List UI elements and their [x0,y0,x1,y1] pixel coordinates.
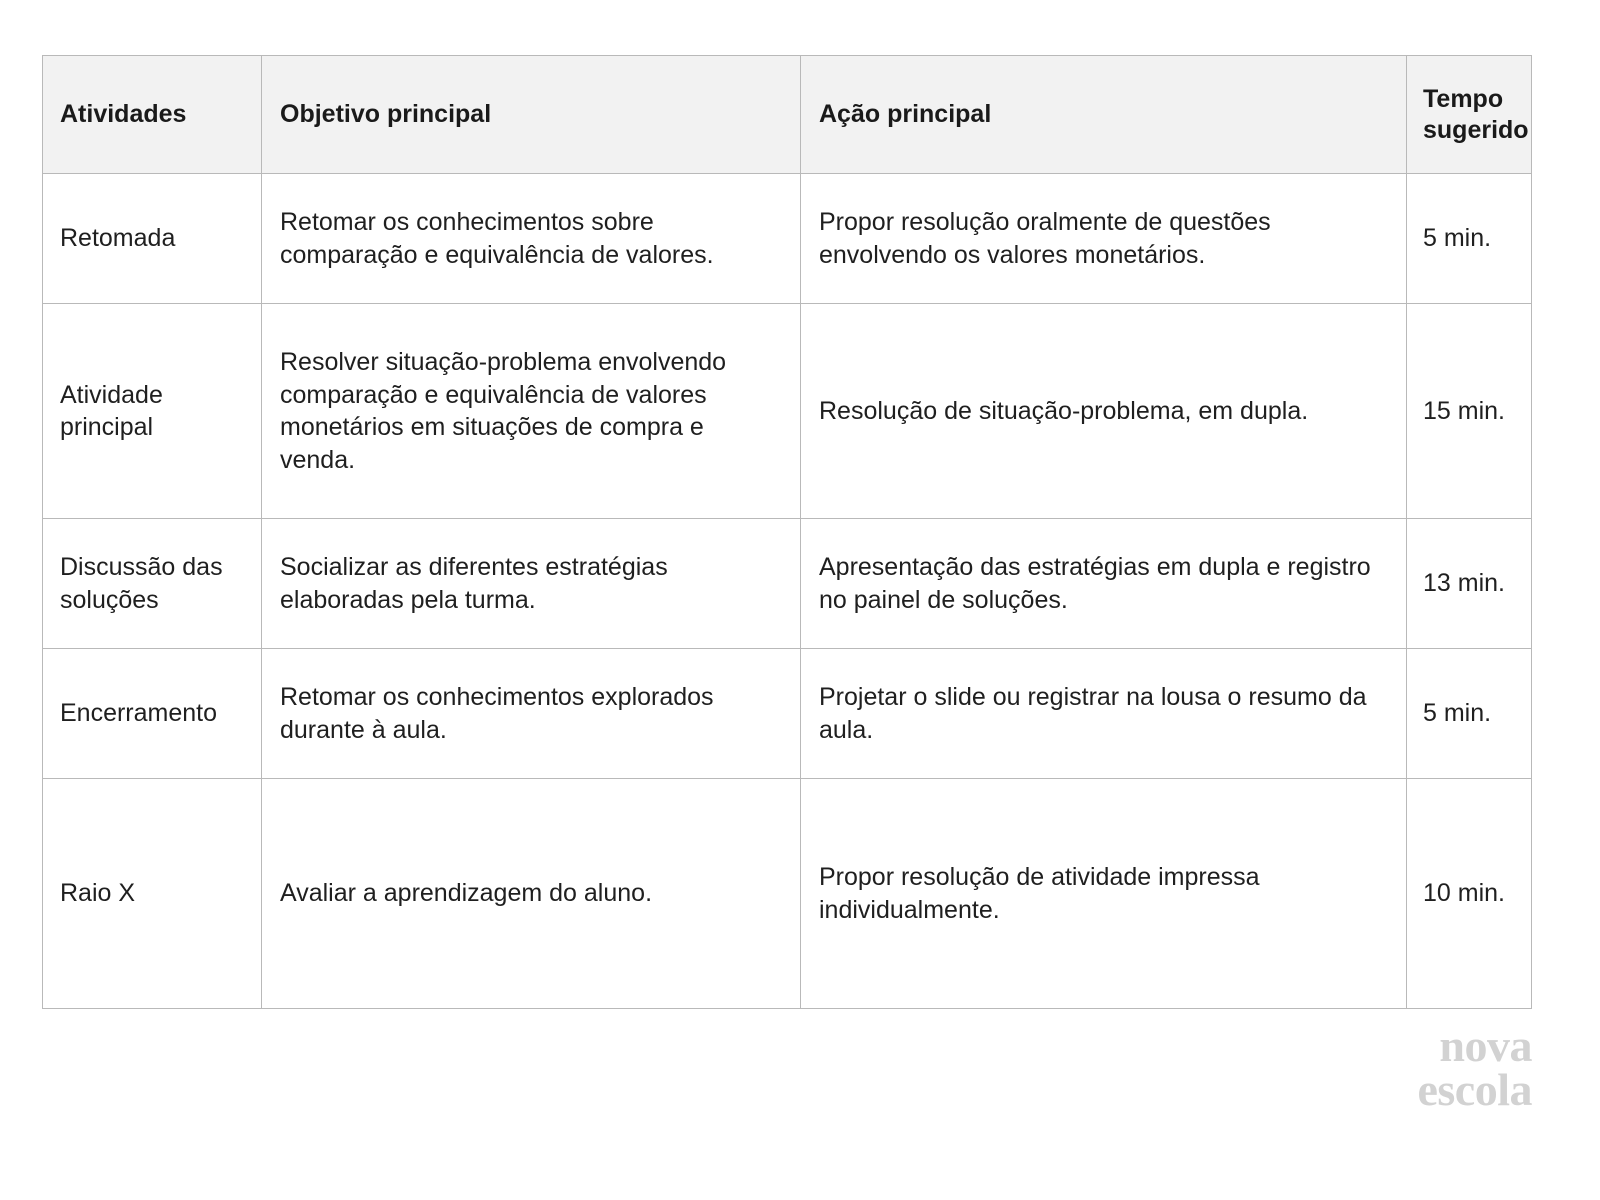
column-header-objetivo-principal: Objetivo principal [262,56,801,174]
cell-tempo: 15 min. [1407,304,1532,519]
cell-objetivo: Retomar os conhecimentos sobre comparação e equivalência de valores. [262,174,801,304]
cell-acao: Projetar o slide ou registrar na lousa o resumo da aula. [801,649,1407,779]
column-header-tempo-sugerido: Tempo sugerido [1407,56,1532,174]
cell-tempo: 5 min. [1407,174,1532,304]
table-row [43,779,1532,1009]
cell-objetivo: Resolver situação-problema envolvendo comparação e equivalência de valores monetários em situações de compra e venda. [262,304,801,519]
table-row [43,519,1532,649]
nova-escola-logo [1417,1019,1532,1115]
cell-atividade: Raio X [43,779,262,1009]
logo-line-nova: nova [1439,1019,1532,1071]
table-header-row [43,56,1532,174]
cell-atividade: Atividade principal [43,304,262,519]
table-row [43,649,1532,779]
cell-atividade: Discussão das soluções [43,519,262,649]
cell-tempo: 10 min. [1407,779,1532,1009]
table-row [43,174,1532,304]
cell-acao: Resolução de situação-problema, em dupla. [801,304,1407,519]
table-header [43,56,1532,174]
cell-acao: Propor resolução de atividade impressa individualmente. [801,779,1407,1009]
cell-objetivo: Socializar as diferentes estratégias elaboradas pela turma. [262,519,801,649]
lesson-plan-table-container [42,55,1531,1009]
logo-line-escola: escola [1417,1063,1532,1115]
cell-objetivo: Retomar os conhecimentos explorados durante à aula. [262,649,801,779]
column-header-acao-principal: Ação principal [801,56,1407,174]
cell-objetivo: Avaliar a aprendizagem do aluno. [262,779,801,1009]
cell-acao: Propor resolução oralmente de questões envolvendo os valores monetários. [801,174,1407,304]
table-body [43,174,1532,1009]
cell-atividade: Encerramento [43,649,262,779]
table-row [43,304,1532,519]
column-header-atividades: Atividades [43,56,262,174]
cell-tempo: 13 min. [1407,519,1532,649]
lesson-plan-table [42,55,1532,1009]
cell-tempo: 5 min. [1407,649,1532,779]
cell-acao: Apresentação das estratégias em dupla e registro no painel de soluções. [801,519,1407,649]
cell-atividade: Retomada [43,174,262,304]
